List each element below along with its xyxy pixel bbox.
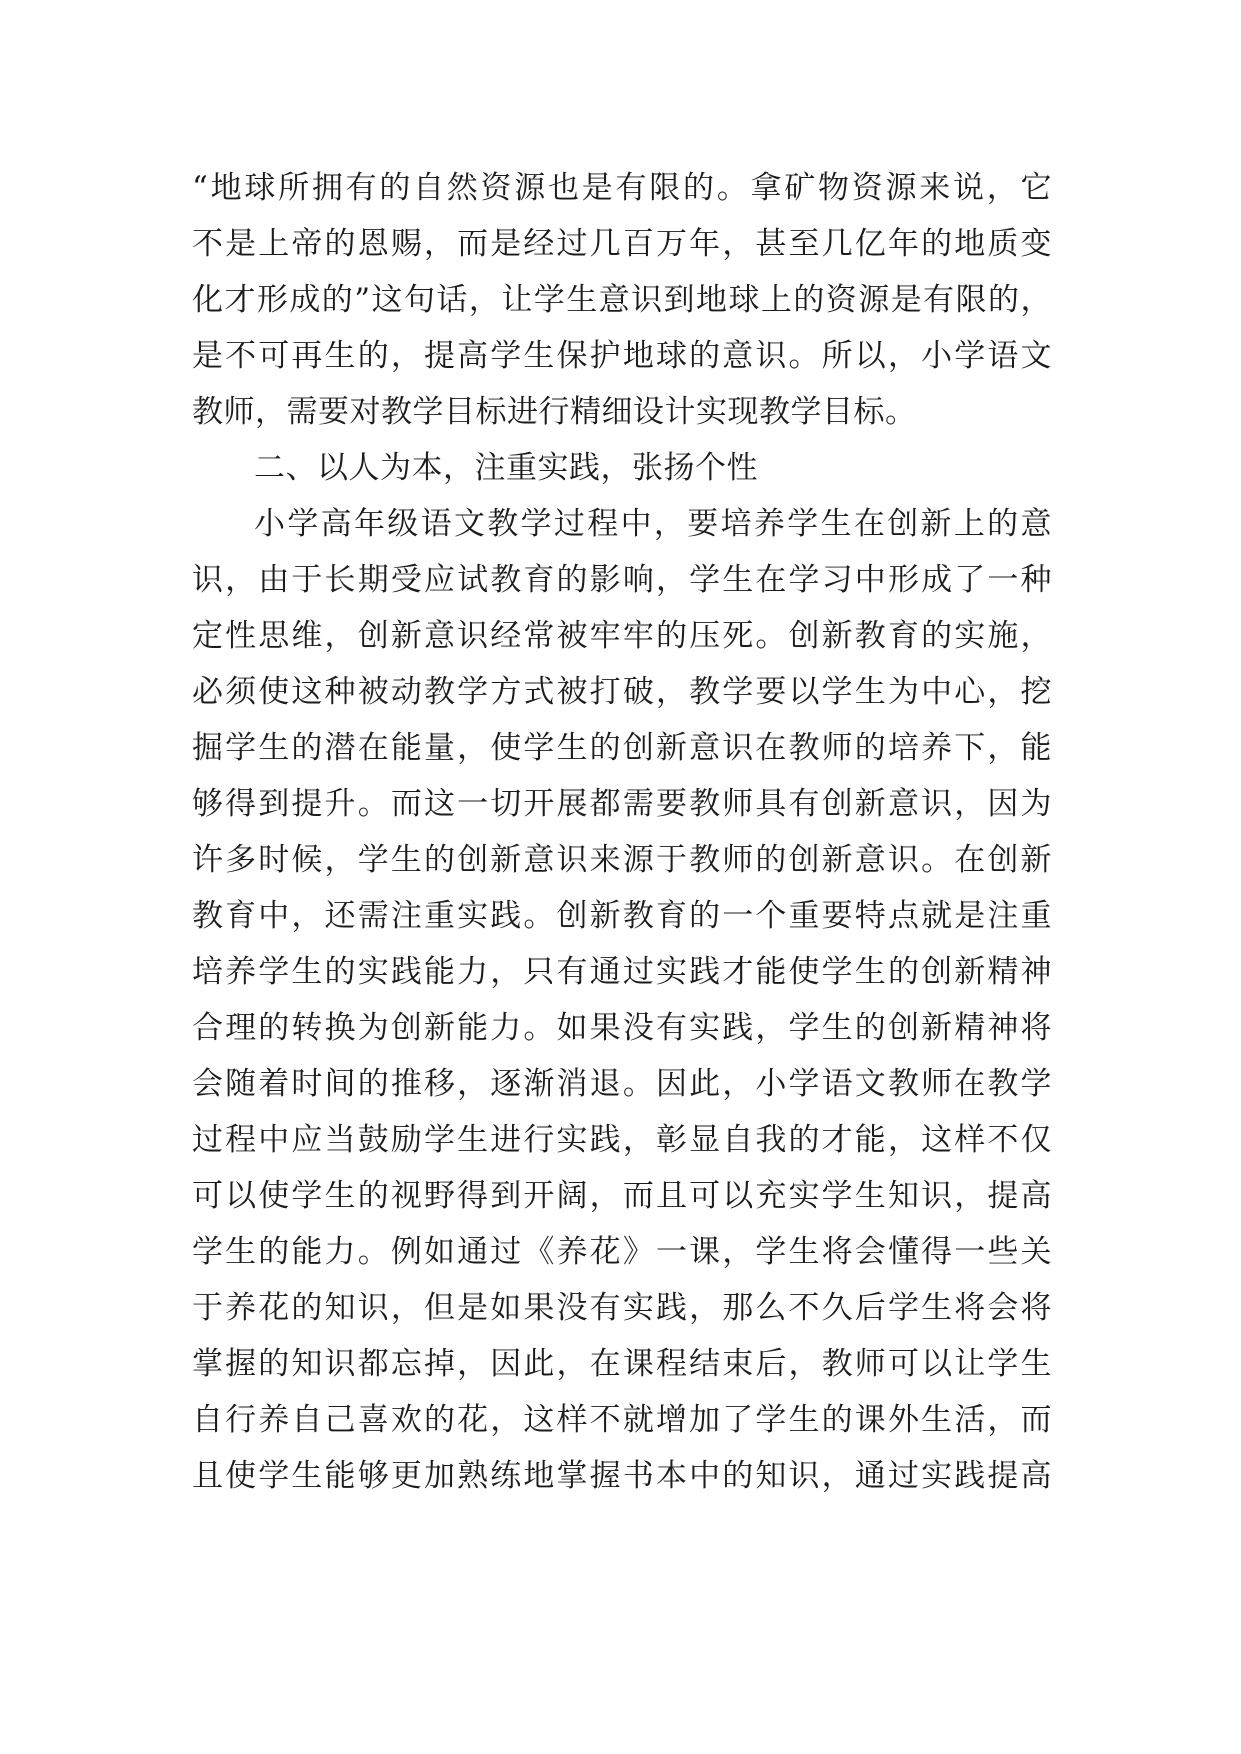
text-line: 教师，需要对教学目标进行精细设计实现教学目标。 — [192, 394, 917, 430]
text-line: 掌握的知识都忘掉，因此，在课程结束后，教师可以让学生 — [192, 1346, 1052, 1382]
paragraph-body — [192, 496, 1052, 1504]
section-heading — [192, 440, 1052, 496]
text-line: 会随着时间的推移，逐渐消退。因此，小学语文教师在教学 — [192, 1066, 1052, 1102]
text-line: 化才形成的”这句话，让学生意识到地球上的资源是有限的， — [192, 282, 1052, 318]
text-line: 许多时候，学生的创新意识来源于教师的创新意识。在创新 — [192, 842, 1052, 878]
text-line: 合理的转换为创新能力。如果没有实践，学生的创新精神将 — [192, 1010, 1052, 1046]
text-line: 过程中应当鼓励学生进行实践，彰显自我的才能，这样不仅 — [192, 1122, 1052, 1158]
text-line: 够得到提升。而这一切开展都需要教师具有创新意识，因为 — [192, 786, 1052, 822]
text-line: 学生的能力。例如通过《养花》一课，学生将会懂得一些关 — [192, 1234, 1052, 1270]
text-line: 掘学生的潜在能量，使学生的创新意识在教师的培养下，能 — [192, 730, 1052, 766]
text-line: 可以使学生的视野得到开阔，而且可以充实学生知识，提高 — [192, 1178, 1052, 1214]
text-line: 自行养自己喜欢的花，这样不就增加了学生的课外生活，而 — [192, 1402, 1052, 1438]
text-line: “地球所拥有的自然资源也是有限的。拿矿物资源来说，它 — [192, 170, 1052, 206]
text-line: 必须使这种被动教学方式被打破，教学要以学生为中心，挖 — [192, 674, 1052, 710]
text-line: 定性思维，创新意识经常被牢牢的压死。创新教育的实施， — [192, 618, 1052, 654]
text-line: 不是上帝的恩赐，而是经过几百万年，甚至几亿年的地质变 — [192, 226, 1052, 262]
text-line: 小学高年级语文教学过程中，要培养学生在创新上的意 — [254, 506, 1052, 542]
text-line: 识，由于长期受应试教育的影响，学生在学习中形成了一种 — [192, 562, 1052, 598]
text-line: 是不可再生的，提高学生保护地球的意识。所以，小学语文 — [192, 338, 1052, 374]
text-line: 且使学生能够更加熟练地掌握书本中的知识，通过实践提高 — [192, 1458, 1052, 1494]
text-line: 培养学生的实践能力，只有通过实践才能使学生的创新精神 — [192, 954, 1052, 990]
paragraph-intro — [192, 160, 1052, 440]
text-line: 于养花的知识，但是如果没有实践，那么不久后学生将会将 — [192, 1290, 1052, 1326]
document-body — [192, 160, 1052, 1504]
text-line: 教育中，还需注重实践。创新教育的一个重要特点就是注重 — [192, 898, 1052, 934]
section-heading-text: 二、以人为本，注重实践，张扬个性 — [254, 450, 758, 486]
